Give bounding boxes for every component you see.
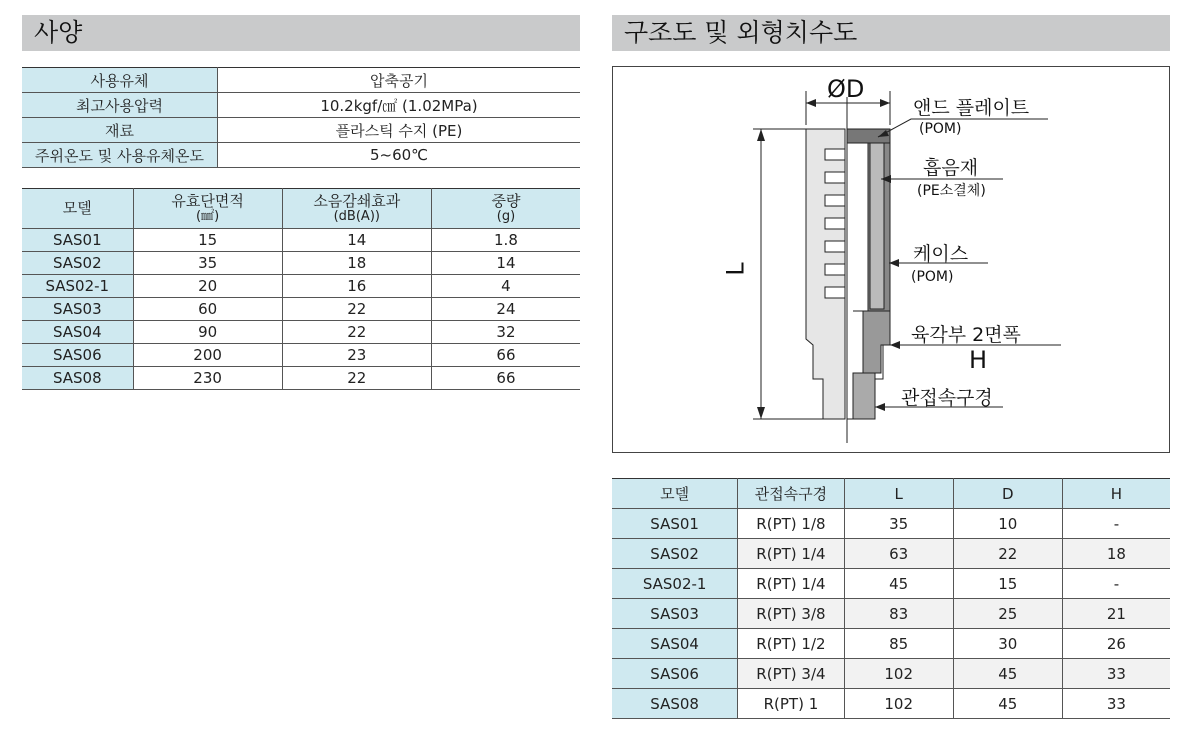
absorber-label: 흡음재 — [923, 157, 979, 179]
dim-model-cell: SAS06 — [612, 659, 738, 689]
header-main: 모델 — [62, 199, 92, 217]
dim-row — [612, 539, 1170, 569]
header-main: 중량 — [491, 191, 521, 210]
silencer-drawing — [613, 67, 1171, 454]
spec-value: 플라스틱 수지 (PE) — [218, 118, 581, 143]
dim-value-cell: 83 — [844, 599, 953, 629]
model-value-cell: 24 — [431, 298, 580, 321]
dim-model-cell: SAS02-1 — [612, 569, 738, 599]
dim-value-cell: 45 — [953, 659, 1062, 689]
dim-value-cell: R(PT) 3/8 — [738, 599, 844, 629]
model-name-cell: SAS03 — [22, 298, 133, 321]
spec-value: 10.2kgf/㎠ (1.02MPa) — [218, 93, 581, 118]
model-header-cell — [133, 189, 282, 229]
dim-value-cell: 10 — [953, 509, 1062, 539]
dim-value-cell: 18 — [1062, 539, 1170, 569]
absorber-material: (PE소결체) — [917, 183, 986, 199]
model-row — [22, 344, 580, 367]
dim-value-cell: R(PT) 1 — [738, 689, 844, 719]
dim-value-cell: 21 — [1062, 599, 1170, 629]
spec-row — [22, 68, 580, 93]
h-label: H — [969, 346, 988, 374]
structure-diagram — [612, 66, 1170, 453]
spec-table — [22, 67, 580, 168]
dim-value-cell: 35 — [844, 509, 953, 539]
model-value-cell: 32 — [431, 321, 580, 344]
model-value-cell: 15 — [133, 229, 282, 252]
case-label: 케이스 — [913, 243, 969, 265]
header-main: 소음감쇄효과 — [313, 191, 401, 210]
end-plate-material: (POM) — [919, 121, 962, 137]
model-value-cell: 4 — [431, 275, 580, 298]
model-value-cell: 16 — [282, 275, 431, 298]
dim-value-cell: 22 — [953, 539, 1062, 569]
model-row — [22, 252, 580, 275]
model-value-cell: 230 — [133, 367, 282, 390]
header-unit: (g) — [496, 208, 516, 224]
dim-value-cell: R(PT) 1/4 — [738, 539, 844, 569]
dim-value-cell: 26 — [1062, 629, 1170, 659]
structure-title: 구조도 및 외형치수도 — [612, 15, 1170, 51]
dim-value-cell: 45 — [953, 689, 1062, 719]
model-table — [22, 188, 580, 390]
model-header-cell — [22, 189, 133, 229]
dim-row — [612, 689, 1170, 719]
model-value-cell: 60 — [133, 298, 282, 321]
end-plate-label: 앤드 플레이트 — [913, 97, 1030, 119]
model-name-cell: SAS02 — [22, 252, 133, 275]
spec-value: 5~60℃ — [218, 143, 581, 168]
dim-value-cell: 15 — [953, 569, 1062, 599]
model-value-cell: 20 — [133, 275, 282, 298]
dim-value-cell: 30 — [953, 629, 1062, 659]
port-label: 관접속구경 — [901, 387, 993, 409]
model-header-cell — [431, 189, 580, 229]
model-value-cell: 1.8 — [431, 229, 580, 252]
model-value-cell: 22 — [282, 298, 431, 321]
l-label: L — [721, 262, 750, 276]
dim-value-cell: 63 — [844, 539, 953, 569]
case-material: (POM) — [911, 269, 954, 285]
model-name-cell: SAS06 — [22, 344, 133, 367]
model-row — [22, 298, 580, 321]
dim-model-cell: SAS08 — [612, 689, 738, 719]
model-name-cell: SAS01 — [22, 229, 133, 252]
model-name-cell: SAS02-1 — [22, 275, 133, 298]
dim-value-cell: - — [1062, 569, 1170, 599]
dim-row — [612, 659, 1170, 689]
dim-value-cell: 33 — [1062, 659, 1170, 689]
dim-header-cell: 모델 — [612, 479, 738, 509]
absorber-shape — [870, 143, 884, 309]
dim-header-cell: D — [953, 479, 1062, 509]
dim-value-cell: 33 — [1062, 689, 1170, 719]
model-value-cell: 66 — [431, 344, 580, 367]
port-thread — [853, 373, 875, 419]
model-name-cell: SAS04 — [22, 321, 133, 344]
dim-value-cell: - — [1062, 509, 1170, 539]
spec-row — [22, 93, 580, 118]
model-value-cell: 14 — [282, 229, 431, 252]
header-unit: (dB(A)) — [333, 208, 380, 224]
dim-value-cell: R(PT) 1/8 — [738, 509, 844, 539]
spec-row — [22, 143, 580, 168]
model-value-cell: 14 — [431, 252, 580, 275]
dim-header-cell: H — [1062, 479, 1170, 509]
dim-model-cell: SAS01 — [612, 509, 738, 539]
model-value-cell: 22 — [282, 321, 431, 344]
dim-value-cell: 25 — [953, 599, 1062, 629]
spec-label: 최고사용압력 — [22, 93, 218, 118]
dim-model-cell: SAS02 — [612, 539, 738, 569]
model-value-cell: 23 — [282, 344, 431, 367]
spec-row — [22, 118, 580, 143]
spec-label: 재료 — [22, 118, 218, 143]
dim-value-cell: 45 — [844, 569, 953, 599]
od-label: ØD — [827, 75, 865, 103]
dim-model-cell: SAS04 — [612, 629, 738, 659]
dim-row — [612, 629, 1170, 659]
model-row — [22, 367, 580, 390]
model-value-cell: 66 — [431, 367, 580, 390]
hex-label: 육각부 2면폭 — [911, 324, 1021, 346]
model-name-cell: SAS08 — [22, 367, 133, 390]
dim-value-cell: 102 — [844, 659, 953, 689]
dim-value-cell: R(PT) 1/4 — [738, 569, 844, 599]
dim-value-cell: R(PT) 1/2 — [738, 629, 844, 659]
dimension-table — [612, 478, 1170, 719]
dim-row — [612, 509, 1170, 539]
dim-row — [612, 599, 1170, 629]
header-main: 유효단면적 — [171, 191, 244, 210]
model-value-cell: 18 — [282, 252, 431, 275]
spec-title: 사양 — [22, 15, 580, 51]
spec-value: 압축공기 — [218, 68, 581, 93]
dim-model-cell: SAS03 — [612, 599, 738, 629]
spec-label: 주위온도 및 사용유체온도 — [22, 143, 218, 168]
model-row — [22, 275, 580, 298]
dim-header-cell: 관접속구경 — [738, 479, 844, 509]
dim-value-cell: R(PT) 3/4 — [738, 659, 844, 689]
model-value-cell: 35 — [133, 252, 282, 275]
model-value-cell: 22 — [282, 367, 431, 390]
header-unit: (㎟) — [196, 208, 220, 224]
dim-header-cell: L — [844, 479, 953, 509]
model-row — [22, 229, 580, 252]
spec-label: 사용유체 — [22, 68, 218, 93]
model-header-cell — [282, 189, 431, 229]
dim-value-cell: 102 — [844, 689, 953, 719]
model-value-cell: 200 — [133, 344, 282, 367]
dim-value-cell: 85 — [844, 629, 953, 659]
dim-row — [612, 569, 1170, 599]
model-row — [22, 321, 580, 344]
model-value-cell: 90 — [133, 321, 282, 344]
